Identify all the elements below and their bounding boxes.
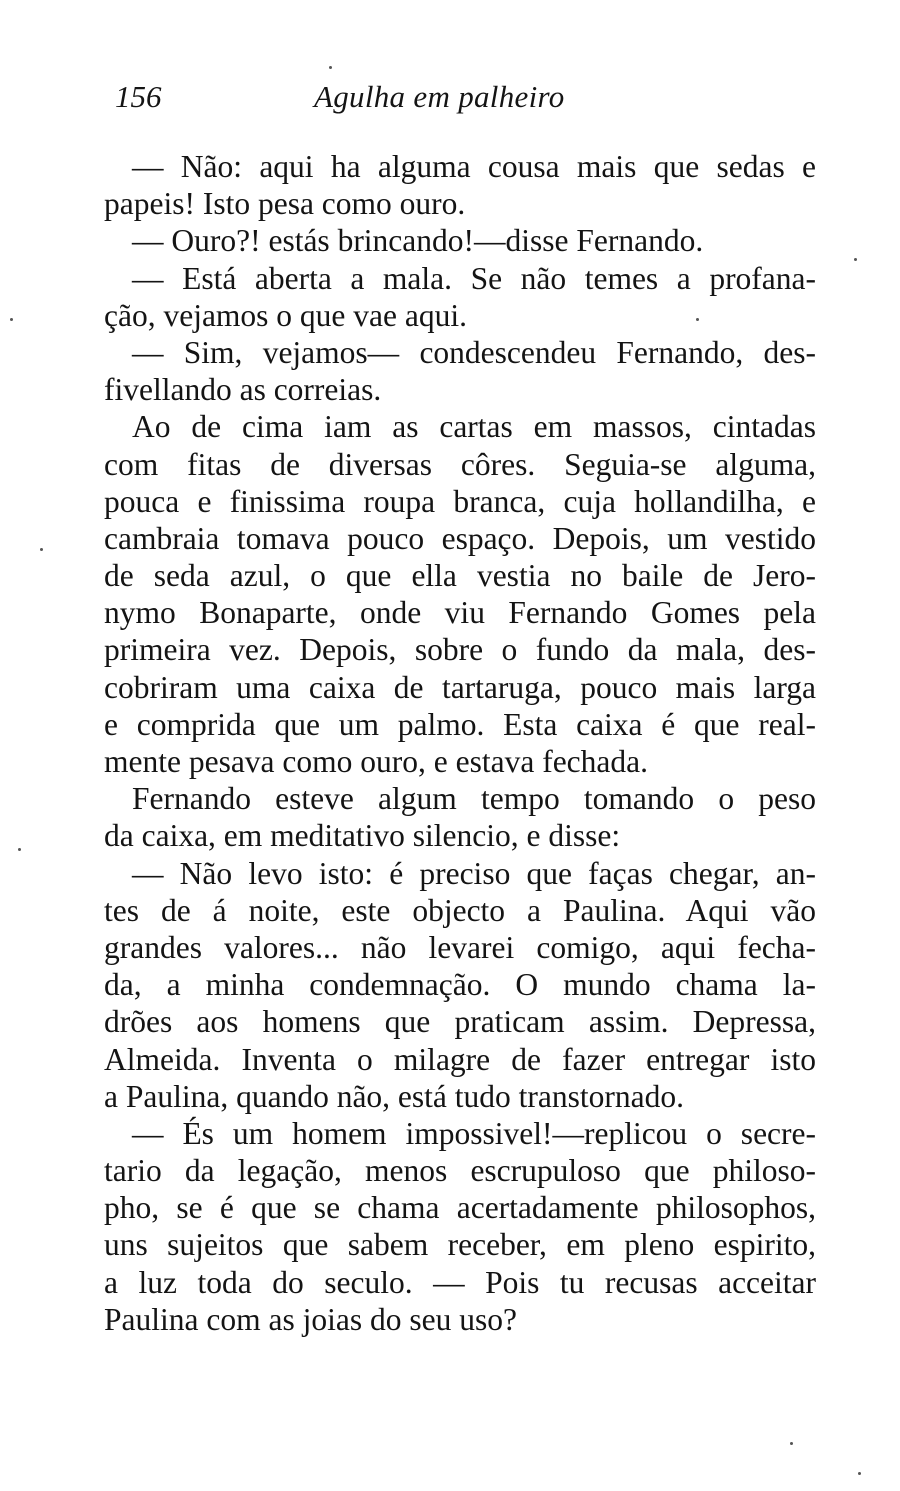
text-line: uns sujeitos que sabem receber, em pleno espirito, [104, 1227, 816, 1263]
text-line: Ao de cima iam as cartas em massos, cintadas [132, 409, 816, 445]
text-line: mente pesava como ouro, e estava fechada. [104, 744, 648, 779]
text-line: tes de á noite, este objecto a Paulina. Aqui vão [104, 892, 816, 928]
print-speck [18, 848, 21, 851]
text-line: — Não: aqui ha alguma cousa mais que sedas e [132, 149, 816, 184]
text-line: — Está aberta a mala. Se não temes a profana- [132, 260, 816, 296]
text-line: e comprida que um palmo. Esta caixa é que real- [104, 706, 816, 742]
text-line: pho, se é que se chama acertadamente philosophos, [104, 1190, 816, 1226]
print-speck [40, 548, 43, 551]
text-line: — És um homem impossivel!—replicou o secre- [132, 1115, 816, 1151]
text-line: Almeida. Inventa o milagre de fazer entregar isto [104, 1041, 816, 1077]
text-line: — Não levo isto: é preciso que faças chegar, an- [132, 855, 816, 891]
text-line: papeis! Isto pesa como ouro. [104, 186, 466, 222]
print-speck [790, 1442, 793, 1445]
text-line: da, a minha condemnação. O mundo chama la- [104, 967, 816, 1003]
text-line: pouca e finissima roupa branca, cuja hollandilha, e [104, 483, 816, 519]
body-text [104, 148, 816, 1338]
text-line: a luz toda do seculo. — Pois tu recusas acceitar [104, 1264, 816, 1300]
print-speck [10, 318, 13, 321]
text-line: cobriram uma caixa de tartaruga, pouco mais larga [104, 669, 816, 705]
text-line: fivellando as correias. [104, 372, 382, 408]
text-line: — Sim, vejamos— condescendeu Fernando, des- [132, 334, 816, 370]
print-speck [696, 318, 699, 321]
text-line: de seda azul, o que ella vestia no baile de Jero- [104, 558, 816, 594]
text-line: com fitas de diversas côres. Seguia-se alguma, [104, 446, 816, 482]
text-line: — Ouro?! estás brincando!—disse Fernando. [132, 223, 704, 259]
print-speck [329, 66, 332, 69]
text-line: grandes valores... não levarei comigo, aqui fecha- [104, 929, 816, 965]
print-speck [858, 1472, 861, 1475]
text-line: da caixa, em meditativo silencio, e disse: [104, 818, 621, 854]
text-line: a Paulina, quando não, está tudo transtornado. [104, 1078, 684, 1114]
text-line: Paulina com as joias do seu uso? [104, 1301, 517, 1337]
page-number: 156 [115, 79, 162, 114]
text-line: Fernando esteve algum tempo tomando o peso [132, 781, 816, 817]
text-line: cambraia tomava pouco espaço. Depois, um vestido [104, 520, 816, 556]
text-line: nymo Bonaparte, onde viu Fernando Gomes pela [104, 595, 816, 631]
text-line: ção, vejamos o que vae aqui. [104, 297, 467, 333]
text-line: primeira vez. Depois, sobre o fundo da mala, des- [104, 632, 816, 668]
page-header [0, 72, 900, 122]
text-line: drões aos homens que praticam assim. Depressa, [104, 1004, 816, 1040]
print-speck [854, 258, 857, 261]
running-title: Agulha em palheiro [314, 79, 565, 114]
text-line: tario da legação, menos escrupuloso que philoso- [104, 1153, 816, 1189]
